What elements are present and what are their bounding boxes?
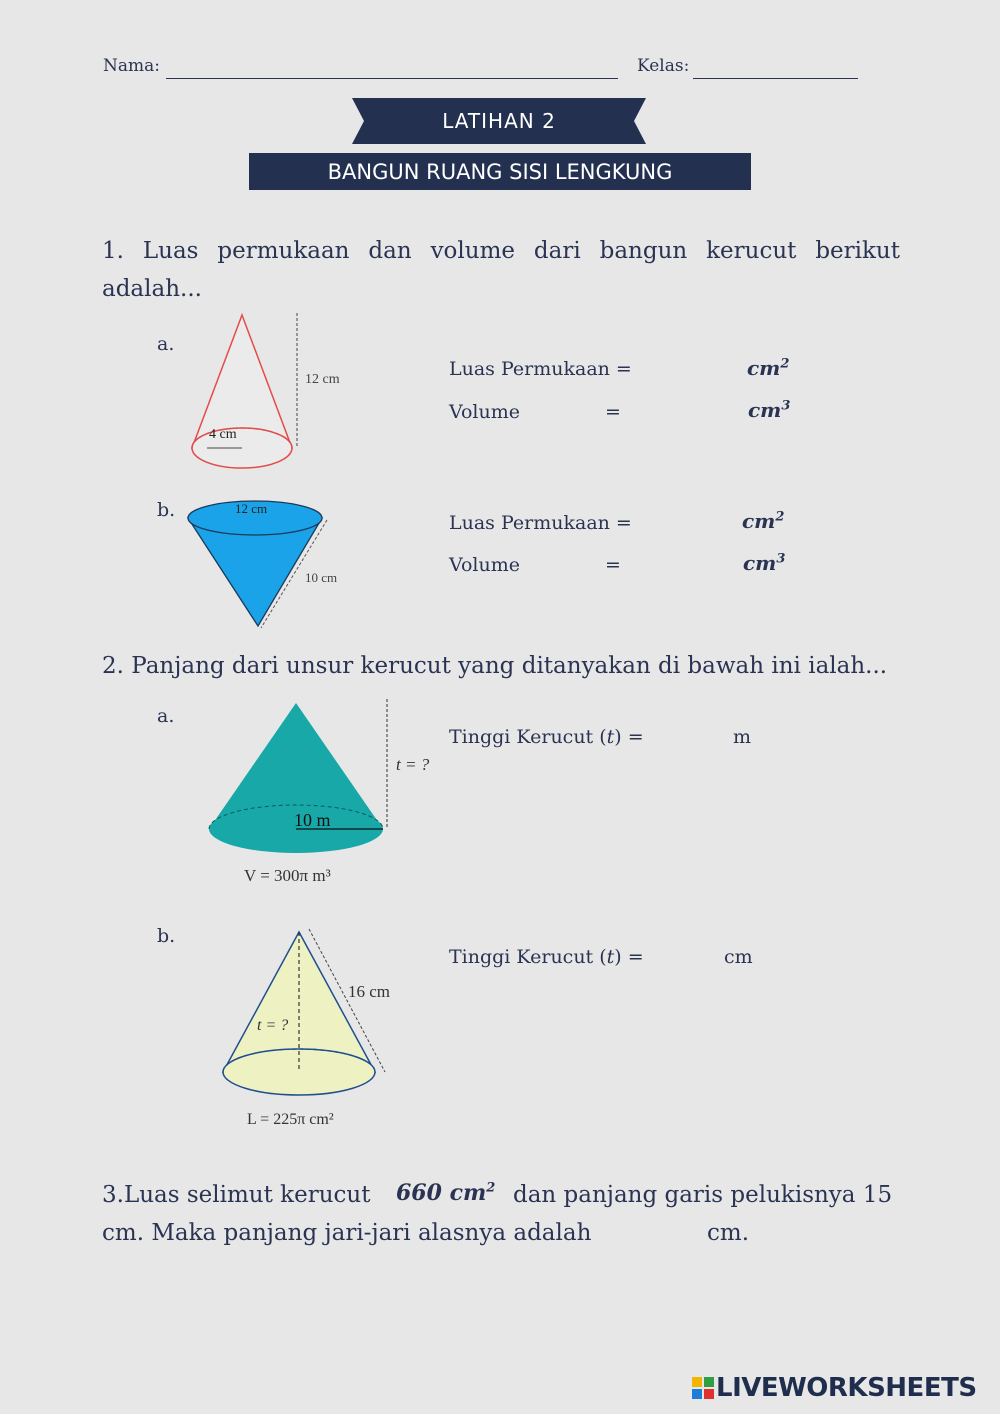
- q3-line2-unit: cm.: [707, 1220, 750, 1246]
- topic-title: BANGUN RUANG SISI LENGKUNG: [249, 153, 751, 190]
- q1a-volume-label: Volume: [449, 401, 520, 423]
- q1a-radius-label: 4 cm: [209, 427, 237, 442]
- q1a-surface-input[interactable]: [625, 355, 740, 383]
- q1b-volume-input[interactable]: [625, 551, 735, 579]
- q2b-area-caption: L = 225π cm²: [247, 1111, 334, 1128]
- q1b-diameter-label: 12 cm: [235, 501, 268, 516]
- q2a-volume-caption: V = 300π m³: [244, 866, 331, 885]
- q1b-letter: b.: [157, 499, 176, 521]
- q2a-answer-label: Tinggi Kerucut (t) =: [449, 726, 644, 748]
- q2b-answer-label: Tinggi Kerucut (t) =: [449, 946, 644, 968]
- q2b-unit: cm: [724, 946, 753, 968]
- q3-answer-input[interactable]: [600, 1218, 700, 1250]
- q1b-surface-input[interactable]: [625, 509, 735, 537]
- q1b-slant-label: 10 cm: [305, 570, 338, 585]
- q1b-area-unit: $cm^2$: [742, 509, 785, 533]
- q1a-area-unit: $cm^2$: [747, 356, 790, 380]
- q1b-volume-unit: $cm^3$: [743, 551, 786, 575]
- q3-text-pre: 3.Luas selimut kerucut: [102, 1182, 371, 1208]
- q1-text-line2: adalah...: [102, 276, 202, 302]
- q2b-answer-input[interactable]: [640, 943, 720, 971]
- q3-line2-pre: cm. Maka panjang jari-jari alasnya adalah: [102, 1220, 592, 1246]
- q2a-letter: a.: [157, 705, 175, 727]
- liveworksheets-logo-text: LIVEWORKSHEETS: [716, 1373, 977, 1403]
- q1a-volume-unit: $cm^3$: [748, 398, 791, 422]
- q2a-t-label: t = ?: [396, 755, 430, 774]
- q2b-letter: b.: [157, 925, 176, 947]
- q2-text: 2. Panjang dari unsur kerucut yang ditanyakan di bawah ini ialah...: [102, 653, 888, 679]
- name-field[interactable]: [166, 78, 618, 79]
- q2a-unit: m: [733, 726, 752, 748]
- q3-value: 660 $cm^2$: [396, 1180, 496, 1206]
- q2a-cone-figure: [200, 695, 450, 890]
- q2a-answer-input[interactable]: [640, 723, 725, 751]
- q3-text-post: dan panjang garis pelukisnya 15: [513, 1182, 893, 1208]
- q1a-letter: a.: [157, 333, 175, 355]
- name-label: Nama:: [103, 56, 160, 76]
- class-label: Kelas:: [637, 56, 690, 76]
- class-field[interactable]: [693, 78, 858, 79]
- q1a-cone-figure: [185, 308, 365, 478]
- q2b-cone-figure: [215, 922, 415, 1132]
- q2b-slant-label: 16 cm: [348, 982, 391, 1001]
- q1b-cone-figure: [185, 498, 345, 633]
- q1a-height-label: 12 cm: [305, 372, 340, 387]
- q2a-radius-label: 10 m: [294, 810, 331, 830]
- q1b-volume-label: Volume: [449, 554, 520, 576]
- liveworksheets-logo-icon: [692, 1377, 714, 1399]
- q1a-surface-label: Luas Permukaan =: [449, 358, 632, 380]
- q1b-volume-equals: =: [605, 554, 621, 576]
- q1b-surface-label: Luas Permukaan =: [449, 512, 632, 534]
- q1-text-line1: 1. Luas permukaan dan volume dari bangun kerucut berikut: [102, 238, 900, 264]
- q1a-volume-equals: =: [605, 401, 621, 423]
- latihan-title: LATIHAN 2: [442, 109, 556, 133]
- q1a-volume-input[interactable]: [625, 398, 740, 426]
- q2b-t-label: t = ?: [257, 1017, 289, 1034]
